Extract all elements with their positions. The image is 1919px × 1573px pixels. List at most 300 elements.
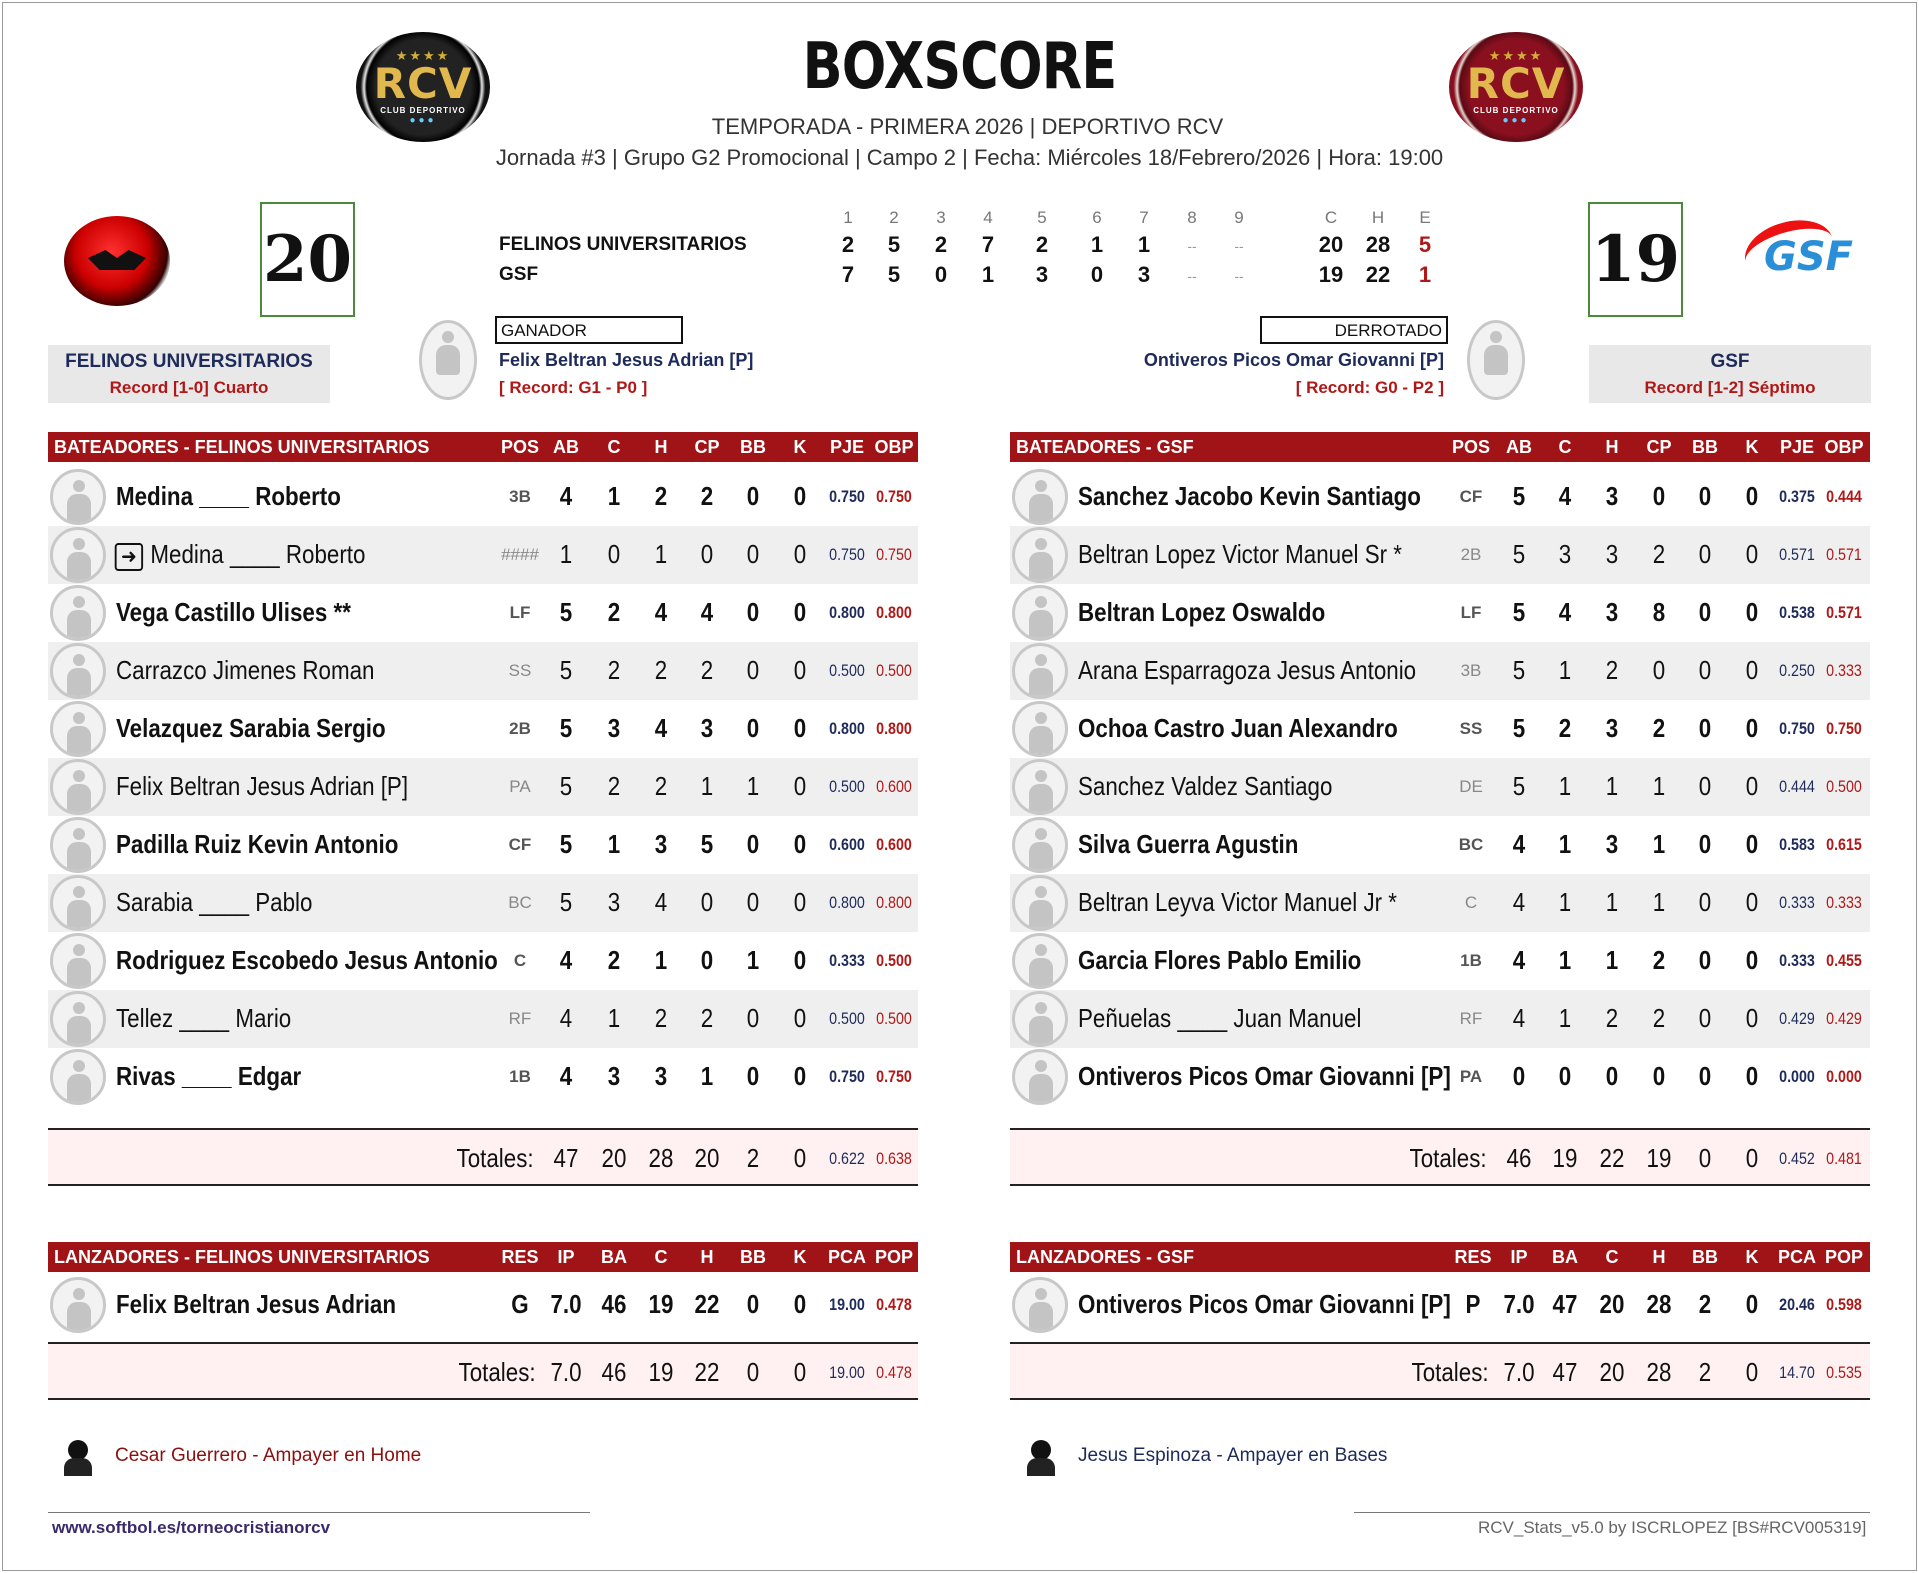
table-title: LANZADORES - GSF [1016,1247,1194,1267]
pitcher-row[interactable] [1010,1276,1870,1334]
stat-h: 4 [654,597,668,627]
column-header: BA [601,1247,627,1267]
stat-obp: 0.800 [876,603,912,622]
stat-c: 1 [1558,829,1572,859]
stat-pje: 0.500 [829,661,865,680]
stat-cp: 2 [1652,713,1666,743]
player-photo-icon [50,933,106,989]
stat-pje: 0.538 [1779,603,1815,622]
stars-icon: ★★★★ [1488,47,1544,63]
player-name[interactable]: Sarabia ____ Pablo [116,887,313,917]
total-pje: 0.622 [829,1149,865,1168]
batter-row[interactable] [1010,932,1870,990]
player-name[interactable]: Medina ____ Roberto [116,481,341,511]
total-obp: 0.638 [876,1149,912,1168]
column-header: CP [1646,437,1672,457]
inning-runs: 3 [1035,262,1049,287]
stat-obp: 0.571 [1826,603,1862,622]
stat-k: 0 [793,597,807,627]
footer-divider-left [48,1512,590,1513]
total-pop: 0.478 [876,1363,912,1382]
footer-divider-right [1354,1512,1870,1513]
batter-row[interactable] [1010,816,1870,874]
inning-runs: 2 [934,232,948,257]
totals-row [48,1342,918,1400]
stat-h: 0 [1605,1061,1619,1091]
stat-c: 2 [607,655,621,685]
stat-pje: 0.800 [829,603,865,622]
stat-ab: 5 [559,829,573,859]
stat-bb: 2 [1698,1289,1712,1319]
player-photo-icon [1012,643,1068,699]
stat-bb: 0 [1698,597,1712,627]
player-photo-icon [1012,1049,1068,1105]
column-header: PJE [829,437,865,457]
pitcher-name[interactable]: Felix Beltran Jesus Adrian [116,1289,397,1319]
inning-runs: 7 [981,232,995,257]
batter-row[interactable] [1010,584,1870,642]
stat-h: 3 [1605,713,1619,743]
stat-c: 3 [607,713,621,743]
column-header: POS [1451,437,1490,457]
batter-row[interactable] [1010,758,1870,816]
inning-header: 9 [1234,208,1244,227]
stat-cp: 0 [1652,481,1666,511]
stat-bb: 0 [746,481,760,511]
stat-obp: 0.750 [876,545,912,564]
batter-row[interactable] [48,584,918,642]
table-header [1010,432,1870,462]
stat-ab: 5 [1512,771,1526,801]
loser-record: [ Record: G0 - P2 ] [1295,378,1444,397]
balls-icon: ●●● [1502,114,1530,126]
stat-bb: 1 [746,771,760,801]
total-pca: 14.70 [1779,1363,1815,1382]
stat-bb: 0 [1698,539,1712,569]
stat-pca: 20.46 [1779,1295,1815,1314]
stat-cp: 8 [1652,597,1666,627]
player-position: #### [501,545,539,564]
stat-h: 3 [1605,481,1619,511]
batter-row[interactable] [1010,874,1870,932]
umpire-home: Cesar Guerrero - Ampayer en Home [115,1445,422,1466]
stat-c: 2 [607,945,621,975]
stat-h: 2 [654,655,668,685]
stat-ab: 4 [1512,829,1526,859]
total-h: 22 [694,1357,720,1387]
total-ba: 46 [601,1357,627,1387]
column-header: POP [1824,1247,1863,1267]
winner-record: [ Record: G1 - P0 ] [499,378,648,397]
stat-bb: 0 [746,713,760,743]
player-photo-icon [50,875,106,931]
player-name[interactable]: Vega Castillo Ulises ** [116,597,351,627]
winner-photo [419,320,477,400]
total-k: 0 [793,1357,807,1387]
stat-obp: 0.750 [1826,719,1862,738]
stat-obp: 0.444 [1826,487,1862,506]
inning-header: 1 [843,208,853,227]
batter-row[interactable] [48,816,918,874]
player-name[interactable]: Ochoa Castro Juan Alexandro [1078,713,1398,743]
stat-pje: 0.500 [829,777,865,796]
stat-obp: 0.571 [1826,545,1862,564]
player-name[interactable]: Rodriguez Escobedo Jesus Antonio [116,945,498,975]
stat-pje: 0.333 [829,951,865,970]
totals-label: Totales: [1411,1357,1489,1387]
stat-k: 0 [1745,1061,1759,1091]
stat-obp: 0.750 [876,487,912,506]
stat-obp: 0.800 [876,893,912,912]
stat-c: 4 [1558,481,1572,511]
stat-h: 2 [654,481,668,511]
stat-obp: 0.800 [876,719,912,738]
stat-bb: 0 [746,1289,760,1319]
player-name[interactable] [116,539,365,571]
stat-h: 28 [1646,1289,1672,1319]
stat-cp: 2 [700,481,714,511]
column-header: H [1652,1247,1666,1267]
total-h: 28 [1365,232,1391,257]
home-score: 20 [260,202,355,317]
stat-bb: 0 [746,655,760,685]
stat-k: 0 [1745,829,1759,859]
player-position: C [1464,893,1478,912]
total-bb: 2 [1698,1357,1712,1387]
stat-pje: 0.375 [1779,487,1815,506]
column-header: PJE [1779,437,1815,457]
player-name[interactable]: Tellez ____ Mario [116,1003,292,1033]
stat-c: 19 [648,1289,674,1319]
stat-bb: 0 [746,539,760,569]
stat-bb: 0 [1698,655,1712,685]
total-c: 19 [1318,262,1344,287]
batter-row[interactable] [1010,700,1870,758]
player-position: C [513,951,527,970]
inning-runs: 5 [887,232,901,257]
inning-header: 2 [889,208,899,227]
stat-obp: 0.615 [1826,835,1862,854]
column-header: BA [1552,1247,1578,1267]
player-name[interactable]: Arana Esparragoza Jesus Antonio [1078,655,1417,685]
total-c: 20 [1599,1357,1625,1387]
column-header: POP [874,1247,913,1267]
player-photo-icon [50,759,106,815]
totals-row [1010,1128,1870,1186]
table-title: BATEADORES - FELINOS UNIVERSITARIOS [54,437,430,457]
stat-h: 3 [654,829,668,859]
stat-res: P [1465,1289,1481,1319]
stat-obp: 0.500 [876,951,912,970]
winner-name: Felix Beltran Jesus Adrian [P] [499,350,754,370]
batter-row[interactable] [48,874,918,932]
player-name[interactable]: Rivas ____ Edgar [116,1061,302,1091]
player-name[interactable]: Garcia Flores Pablo Emilio [1078,945,1362,975]
stat-k: 0 [1745,887,1759,917]
player-name[interactable]: Silva Guerra Agustin [1078,829,1299,859]
felinos-logo [64,216,170,306]
player-position: 3B [509,487,531,506]
total-c: 19 [1552,1143,1578,1173]
total-pop: 0.535 [1826,1363,1862,1382]
player-photo-icon [50,469,106,525]
stat-k: 0 [793,887,807,917]
inning-runs: -- [1187,238,1197,254]
player-photo-icon [50,991,106,1047]
batter-row[interactable] [1010,468,1870,526]
total-ab: 46 [1506,1143,1532,1173]
stat-bb: 0 [1698,713,1712,743]
linescore-away-name: GSF [499,264,539,285]
player-name[interactable]: Velazquez Sarabia Sergio [116,713,386,743]
player-position: PA [1459,1067,1483,1086]
batter-row[interactable] [1010,990,1870,1048]
stat-h: 2 [1605,655,1619,685]
stat-ab: 4 [1512,1003,1526,1033]
stat-pca: 19.00 [829,1295,865,1314]
batter-row[interactable] [48,642,918,700]
balls-icon: ●●● [409,114,437,126]
stat-c: 4 [1558,597,1572,627]
batter-row[interactable] [1010,642,1870,700]
batter-row[interactable] [48,932,918,990]
stat-ab: 4 [1512,887,1526,917]
stat-c: 1 [1558,887,1572,917]
logo-subtext: CLUB DEPORTIVO [1473,105,1559,115]
batter-row[interactable] [48,468,918,526]
stat-pje: 0.429 [1779,1009,1815,1028]
stat-ab: 5 [559,655,573,685]
player-photo-icon [1012,585,1068,641]
column-header: RES [501,1247,539,1267]
column-header: OBP [874,437,914,457]
total-bb: 0 [746,1357,760,1387]
column-header: K [1745,1247,1759,1267]
home-team-card [48,345,330,403]
player-name[interactable]: Sanchez Valdez Santiago [1078,771,1333,801]
column-header: H [654,437,668,457]
player-photo-icon [1012,817,1068,873]
column-header: C [654,1247,668,1267]
stat-obp: 0.000 [1826,1067,1862,1086]
stat-cp: 5 [700,829,714,859]
stat-cp: 1 [1652,887,1666,917]
total-ba: 47 [1552,1357,1578,1387]
stat-pop: 0.478 [876,1295,912,1314]
total-pje: 0.452 [1779,1149,1815,1168]
column-header: BB [740,437,766,457]
stat-obp: 0.750 [876,1067,912,1086]
player-name[interactable]: Carrazco Jimenes Roman [116,655,375,685]
stat-bb: 0 [746,1003,760,1033]
stat-c: 2 [607,597,621,627]
total-h: 28 [648,1143,674,1173]
stat-ab: 5 [559,887,573,917]
stat-h: 2 [1605,1003,1619,1033]
stat-k: 0 [793,713,807,743]
column-header: C [1558,437,1572,457]
table-header [48,432,918,462]
stat-k: 0 [1745,539,1759,569]
stat-obp: 0.500 [1826,777,1862,796]
stat-cp: 2 [700,655,714,685]
stat-pje: 0.750 [829,487,865,506]
column-header: K [793,437,807,457]
stat-k: 0 [1745,481,1759,511]
home-team-name: FELINOS UNIVERSITARIOS [65,351,313,372]
stat-cp: 0 [1652,655,1666,685]
column-header: AB [1506,437,1532,457]
stat-ab: 5 [1512,655,1526,685]
stat-ab: 5 [559,713,573,743]
stat-c: 1 [1558,771,1572,801]
loser-name: Ontiveros Picos Omar Giovanni [P] [1143,350,1444,370]
column-header: K [793,1247,807,1267]
player-position: LF [1460,603,1482,622]
stat-k: 0 [1745,597,1759,627]
total-bb: 2 [746,1143,760,1173]
stat-cp: 3 [700,713,714,743]
inning-header: 5 [1037,208,1047,227]
stat-k: 0 [1745,713,1759,743]
totals-label: Totales: [458,1357,536,1387]
stat-obp: 0.600 [876,777,912,796]
stat-h: 3 [654,1061,668,1091]
stat-ip: 7.0 [550,1289,582,1319]
stat-cp: 0 [1652,1061,1666,1091]
stat-k: 0 [793,945,807,975]
column-header: PCA [1777,1247,1816,1267]
totals-row [1010,1342,1870,1400]
stat-obp: 0.500 [876,1009,912,1028]
total-k: 0 [1745,1357,1759,1387]
batter-row[interactable] [48,1048,918,1106]
stat-bb: 0 [746,887,760,917]
page-title: BOXSCORE [802,30,1117,104]
batter-row[interactable] [48,758,918,816]
umpire-icon [1025,1440,1055,1476]
batter-row[interactable] [1010,1048,1870,1106]
totals-row [48,1128,918,1186]
stat-bb: 0 [746,829,760,859]
stat-cp: 2 [1652,1003,1666,1033]
stat-k: 0 [793,539,807,569]
stat-pje: 0.333 [1779,893,1815,912]
batter-row[interactable] [1010,526,1870,584]
inning-header: 4 [983,208,993,227]
player-name[interactable]: Ontiveros Picos Omar Giovanni [P] [1078,1061,1451,1091]
loser-photo [1467,320,1525,400]
player-name[interactable]: Sanchez Jacobo Kevin Santiago [1078,481,1421,511]
table-title: LANZADORES - FELINOS UNIVERSITARIOS [54,1247,430,1267]
table-title: BATEADORES - GSF [1016,437,1194,457]
inning-runs: 7 [841,262,855,287]
player-position: 1B [1460,951,1482,970]
stat-bb: 0 [1698,771,1712,801]
total-obp: 0.481 [1826,1149,1862,1168]
away-team-record: Record [1-2] Séptimo [1644,378,1816,397]
stat-pje: 0.583 [1779,835,1815,854]
stat-bb: 0 [1698,1061,1712,1091]
stat-pje: 0.250 [1779,661,1815,680]
player-photo-icon [50,585,106,641]
player-name[interactable]: Peñuelas ____ Juan Manuel [1078,1003,1362,1033]
stat-c: 1 [1558,655,1572,685]
stat-ab: 4 [559,1003,573,1033]
batter-row[interactable] [48,990,918,1048]
player-name[interactable]: Beltran Lopez Victor Manuel Sr * [1078,539,1402,569]
stat-h: 4 [654,887,668,917]
stat-k: 0 [793,1003,807,1033]
column-header: RES [1454,1247,1492,1267]
loser-label: DERROTADO [1260,316,1448,344]
column-header: H [1605,437,1619,457]
stat-h: 22 [694,1289,720,1319]
pitcher-row[interactable] [48,1276,918,1334]
player-name[interactable]: Padilla Ruiz Kevin Antonio [116,829,399,859]
stat-c: 3 [1558,539,1572,569]
inning-header: 3 [936,208,946,227]
column-header: K [1745,437,1759,457]
player-photo-icon [1012,933,1068,989]
stat-ab: 5 [1512,539,1526,569]
inning-runs: 1 [981,262,995,287]
player-name[interactable]: Beltran Lopez Oswaldo [1078,597,1326,627]
inning-runs: 0 [934,262,948,287]
column-header: C [1605,1247,1619,1267]
column-header: IP [1510,1247,1528,1267]
inning-header: 6 [1092,208,1102,227]
footer-url-link[interactable]: www.softbol.es/torneocristianorcv [52,1518,331,1537]
total-ip: 7.0 [1503,1357,1535,1387]
total-h: 22 [1599,1143,1625,1173]
inning-header: 8 [1187,208,1197,227]
stat-pje: 0.500 [829,1009,865,1028]
pitcher-name[interactable]: Ontiveros Picos Omar Giovanni [P] [1078,1289,1451,1319]
column-header: AB [553,437,579,457]
stat-res: G [511,1289,529,1319]
player-name-text: Medina ____ Roberto [150,539,366,569]
stat-obp: 0.429 [1826,1009,1862,1028]
stat-obp: 0.500 [876,661,912,680]
stat-c: 0 [607,539,621,569]
stat-obp: 0.600 [876,835,912,854]
batter-row[interactable] [48,526,918,584]
inning-runs: 3 [1137,262,1151,287]
stat-k: 0 [793,655,807,685]
player-position: CF [508,835,532,854]
stat-cp: 2 [1652,539,1666,569]
stat-cp: 1 [1652,829,1666,859]
stat-c: 2 [607,771,621,801]
substitute-icon: ➜ [115,543,143,571]
stat-c: 3 [607,887,621,917]
player-name[interactable]: Felix Beltran Jesus Adrian [P] [116,771,409,801]
stat-cp: 0 [700,539,714,569]
stat-k: 0 [1745,1003,1759,1033]
player-photo-icon [50,527,106,583]
total-c: 20 [1318,232,1344,257]
batter-row[interactable] [48,700,918,758]
logo-text: RCV [373,58,473,108]
stat-bb: 0 [1698,945,1712,975]
stat-cp: 2 [1652,945,1666,975]
column-header: CP [694,437,720,457]
stat-k: 0 [1745,771,1759,801]
player-name[interactable]: Beltran Leyva Victor Manuel Jr * [1078,887,1397,917]
totals-label: Totales: [1409,1143,1487,1173]
total-cp: 19 [1646,1143,1672,1173]
